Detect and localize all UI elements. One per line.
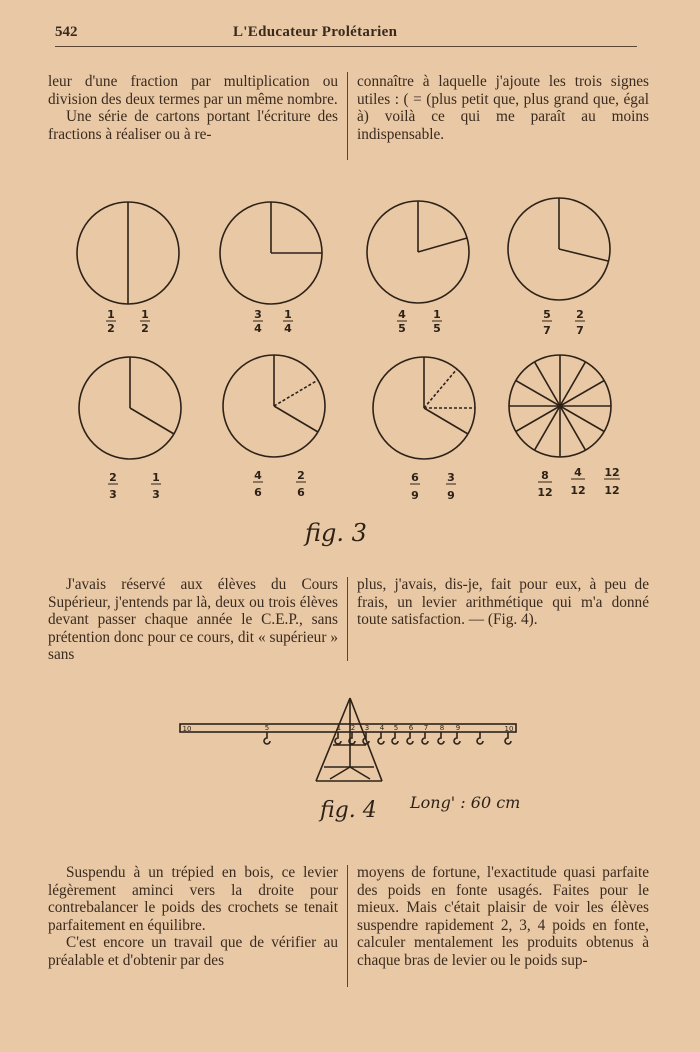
scale-label: 9 (455, 724, 461, 732)
svg-text:3: 3 (152, 488, 160, 501)
svg-text:1: 1 (152, 471, 160, 484)
fraction-label (296, 469, 306, 499)
svg-text:6: 6 (254, 486, 262, 499)
circle-sixths (223, 355, 325, 457)
svg-text:4: 4 (574, 466, 582, 479)
svg-text:7: 7 (576, 324, 584, 337)
svg-text:2: 2 (297, 469, 305, 482)
fraction-label (575, 308, 585, 337)
svg-text:2: 2 (576, 308, 584, 321)
svg-text:6: 6 (411, 471, 419, 484)
svg-text:12: 12 (604, 484, 620, 497)
column-divider (347, 865, 348, 987)
fraction-label (140, 308, 150, 335)
fraction-label (108, 471, 118, 501)
column-divider (347, 577, 348, 661)
svg-text:1: 1 (284, 308, 292, 321)
page-number: 542 (55, 24, 78, 40)
figure-4-caption: fig. 4 (320, 798, 377, 823)
fraction-label (537, 469, 552, 499)
svg-text:4: 4 (254, 322, 262, 335)
svg-text:5: 5 (398, 322, 406, 335)
paragraph: Suspendu à un trépied en bois, ce levier légèrement aminci vers la droite pour contrebalancer le poids des crochets se tenait parfaitement en équilibre. (48, 864, 338, 934)
lever-beam (180, 724, 516, 732)
svg-text:7: 7 (543, 324, 551, 337)
svg-text:3: 3 (447, 471, 455, 484)
fraction-label (106, 308, 116, 335)
svg-text:5: 5 (543, 308, 551, 321)
fraction-label (410, 471, 420, 502)
svg-text:9: 9 (447, 489, 455, 502)
svg-text:4: 4 (398, 308, 406, 321)
svg-text:2: 2 (107, 322, 115, 335)
svg-text:12: 12 (570, 484, 586, 497)
section2-left-column (48, 576, 338, 664)
fraction-label (253, 308, 263, 335)
circle-thirds (79, 357, 181, 459)
svg-text:1: 1 (433, 308, 441, 321)
fraction-label (397, 308, 407, 335)
svg-text:2: 2 (109, 471, 117, 484)
paragraph: connaître à laquelle j'ajoute les trois signes utiles : ( = (plus petit que, plus grand que, égal à) voilà ce qui me paraît au moins indispensable. (357, 73, 649, 143)
scale-label: 7 (423, 724, 429, 732)
paragraph: J'avais réservé aux élèves du Cours Supérieur, j'entends par là, deux ou trois élèves devant passer chaque année le C.E.P., sans prétention donc pour ce cours, dit « supérieur » sans (48, 576, 338, 664)
svg-text:1: 1 (107, 308, 115, 321)
svg-text:12: 12 (604, 466, 620, 479)
fraction-label (542, 308, 552, 337)
svg-text:4: 4 (254, 469, 262, 482)
scale-label: 8 (439, 724, 445, 732)
circle-ninths (373, 357, 475, 459)
svg-text:4: 4 (284, 322, 292, 335)
svg-text:2: 2 (141, 322, 149, 335)
circle-quarters (220, 202, 322, 304)
fraction-label (570, 466, 585, 497)
svg-text:5: 5 (433, 322, 441, 335)
fraction-label (432, 308, 442, 335)
svg-text:3: 3 (109, 488, 117, 501)
fraction-label (151, 471, 161, 501)
circle-fifths (367, 201, 469, 303)
scale-label: 1 (336, 724, 342, 732)
running-title: L'Educateur Prolétarien (233, 24, 398, 40)
svg-text:1: 1 (141, 308, 149, 321)
scale-label: 6 (408, 724, 414, 732)
paragraph: leur d'une fraction par multiplication ou division des deux termes par un même nombre. (48, 73, 338, 108)
scale-label: 3 (364, 724, 370, 732)
scale-label: 5 (264, 724, 270, 732)
section3-right-column (357, 864, 649, 970)
svg-text:8: 8 (541, 469, 549, 482)
circle-sevenths (508, 198, 610, 300)
paragraph: C'est encore un travail que de vérifier au préalable et d'obtenir par des (48, 934, 338, 969)
circle-halves (77, 202, 179, 304)
fraction-label (253, 469, 263, 499)
paragraph: moyens de fortune, l'exactitude quasi parfaite des poids en fonte usagés. Faites pour le mieux. Mais c'était plaisir de voir les élèves suspendre rapidement 2, 3, 4 poids en fonte, calculer mentalement les produits obtenus à chaque bras de levier ou le poids sup- (357, 864, 649, 969)
paragraph: Une série de cartons portant l'écriture des fractions à réaliser ou à re- (48, 108, 338, 143)
scale-label: 4 (379, 724, 385, 732)
scale-label: 10 (182, 725, 192, 733)
tripod (316, 698, 382, 781)
figure-3-caption: fig. 3 (305, 519, 367, 547)
scale-label: 2 (350, 724, 356, 732)
weight-hooks (264, 732, 511, 744)
svg-text:3: 3 (254, 308, 262, 321)
fraction-label (283, 308, 293, 335)
scale-label: 10 (504, 725, 514, 733)
section3-left-column (48, 864, 338, 970)
svg-text:6: 6 (297, 486, 305, 499)
section2-right-column (357, 576, 649, 629)
svg-text:9: 9 (411, 489, 419, 502)
paragraph: plus, j'avais, dis-je, fait pour eux, à peu de frais, un levier arithmétique qui m'a donné toute satisfaction. — (Fig. 4). (357, 576, 649, 629)
figure-4-length-note: Long' : 60 cm (410, 793, 521, 812)
svg-text:12: 12 (537, 486, 553, 499)
circle-twelfths (509, 355, 611, 457)
fraction-label (446, 471, 456, 502)
fraction-label (604, 466, 620, 497)
scale-label: 5 (393, 724, 399, 732)
